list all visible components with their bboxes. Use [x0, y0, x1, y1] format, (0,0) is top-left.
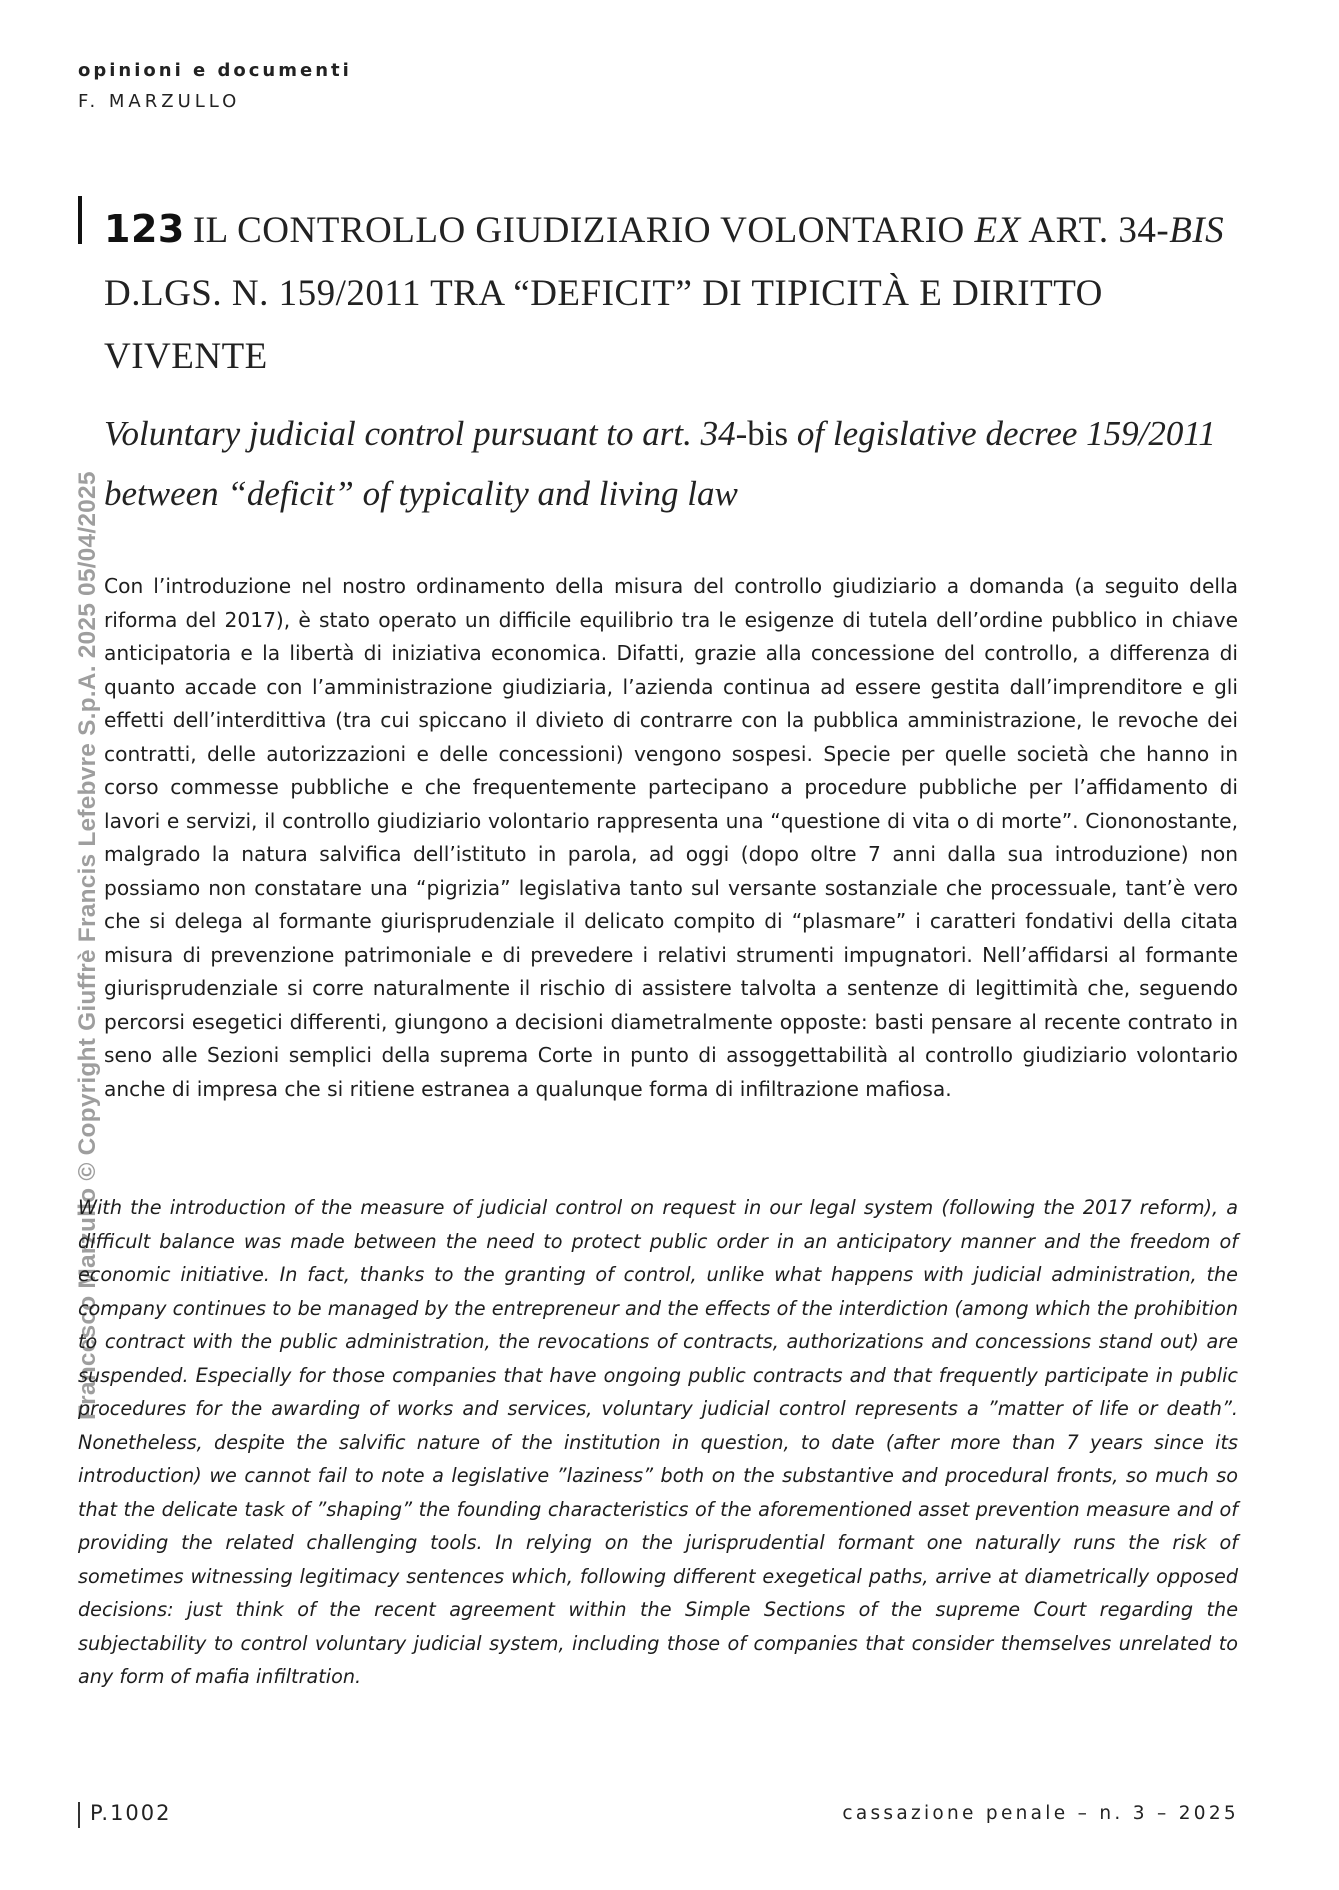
author-name: F. MARZULLO: [78, 91, 241, 112]
section-label: opinioni e documenti: [78, 60, 352, 81]
article-number: 123: [104, 207, 185, 251]
copyright-watermark: Francesco Marzullo © Copyright Giuffrè Francis Lefebvre S.p.A. 2025 05/04/2025: [74, 471, 101, 1420]
title-text-3: D.LGS. N. 159/2011 TRA “DEFICIT” DI TIPICITÀ E DIRITTO VIVENTE: [104, 273, 1103, 377]
title-marker: [78, 196, 82, 244]
title-text-2: ART. 34-: [1020, 210, 1170, 251]
article-title: [104, 198, 1254, 388]
running-header: [78, 60, 352, 112]
article-subtitle: [104, 404, 1254, 524]
footer-marker: [78, 1802, 80, 1828]
title-ex: EX: [974, 210, 1021, 251]
abstract-italian: Con l’introduzione nel nostro ordinamento della misura del controllo giudiziario a domanda (a seguito della riforma del 2017), è stato operato un difficile equilibrio tra le esigenze di tutela dell’ordine pubblico in chiave anticipatoria e la libertà di iniziativa economica. Difatti, grazie alla concessione del controllo, a differenza di quanto accade con l’amministrazione giudiziaria, l’azienda continua ad essere gestita dall’imprenditore e gli effetti dell’interdittiva (tra cui spiccano il divieto di contrarre con la pubblica amministrazione, le revoche dei contratti, delle autorizzazioni e delle concessioni) vengono sospesi. Specie per quelle società che hanno in corso commesse pubbliche e che frequentemente partecipano a procedure pubbliche per l’affidamento di lavori e servizi, il controllo giudiziario volontario rappresenta una “questione di vita o di morte”. Ciononostante, malgrado la natura salvifica dell’istituto in parola, ad oggi (dopo oltre 7 anni dalla sua introduzione) non possiamo non constatare una “pigrizia” legislativa tanto sul versante sostanziale che processuale, tant’è vero che si delega al formante giurisprudenziale il delicato compito di “plasmare” i caratteri fondativi della citata misura di prevenzione patrimoniale e di prevedere i relativi strumenti impugnatori. Nell’affidarsi al formante giurisprudenziale si corre naturalmente il rischio di assistere talvolta a sentenze di legittimità che, seguendo percorsi esegetici differenti, giungono a decisioni diametralmente opposte: basti pensare al recente contrato in seno alle Sezioni semplici della suprema Corte in punto di assoggettabilità al controllo giudiziario volontario anche di impresa che si ritiene estranea a qualunque forma di infiltrazione mafiosa.: [104, 574, 1238, 1101]
page-number: P.1002: [90, 1801, 172, 1825]
journal-name: cassazione penale – n. 3 – 2025: [842, 1803, 1239, 1824]
subtitle-text-1: Voluntary judicial control pursuant to art. 34-: [104, 414, 748, 453]
abstract-english: With the introduction of the measure of judicial control on request in our legal system (following the 2017 reform), a difficult balance was made between the need to protect public order in an anticipatory manner and the freedom of economic initiative. In fact, thanks to the granting of control, unlike what happens with judicial administration, the company continues to be managed by the entrepreneur and the effects of the interdiction (among which the prohibition to contract with the public administration, the revocations of contracts, authorizations and concessions stand out) are suspended. Especially for those companies that have ongoing public contracts and that frequently participate in public procedures for the awarding of works and services, voluntary judicial control represents a ”matter of life or death”. Nonetheless, despite the salvific nature of the institution in question, to date (after more than 7 years since its introduction) we cannot fail to note a legislative ”laziness” both on the substantive and procedural fronts, so much so that the delicate task of ”shaping” the founding characteristics of the aforementioned asset prevention measure and of providing the related challenging tools. In relying on the jurisprudential formant one naturally runs the risk of sometimes witnessing legitimacy sentences which, following different exegetical paths, arrive at diametrically opposed decisions: just think of the recent agreement within the Simple Sections of the supreme Court regarding the subjectability to control voluntary judicial system, including those of companies that consider themselves unrelated to any form of mafia infiltration.: [78, 1196, 1238, 1688]
title-text-1: IL CONTROLLO GIUDIZIARIO VOLONTARIO: [192, 210, 975, 251]
title-bis: BIS: [1169, 210, 1225, 251]
subtitle-text-2: of legislative decree 159/2011 between “deficit” of typicality and living law: [104, 414, 1216, 513]
subtitle-bis: bis: [747, 414, 789, 453]
